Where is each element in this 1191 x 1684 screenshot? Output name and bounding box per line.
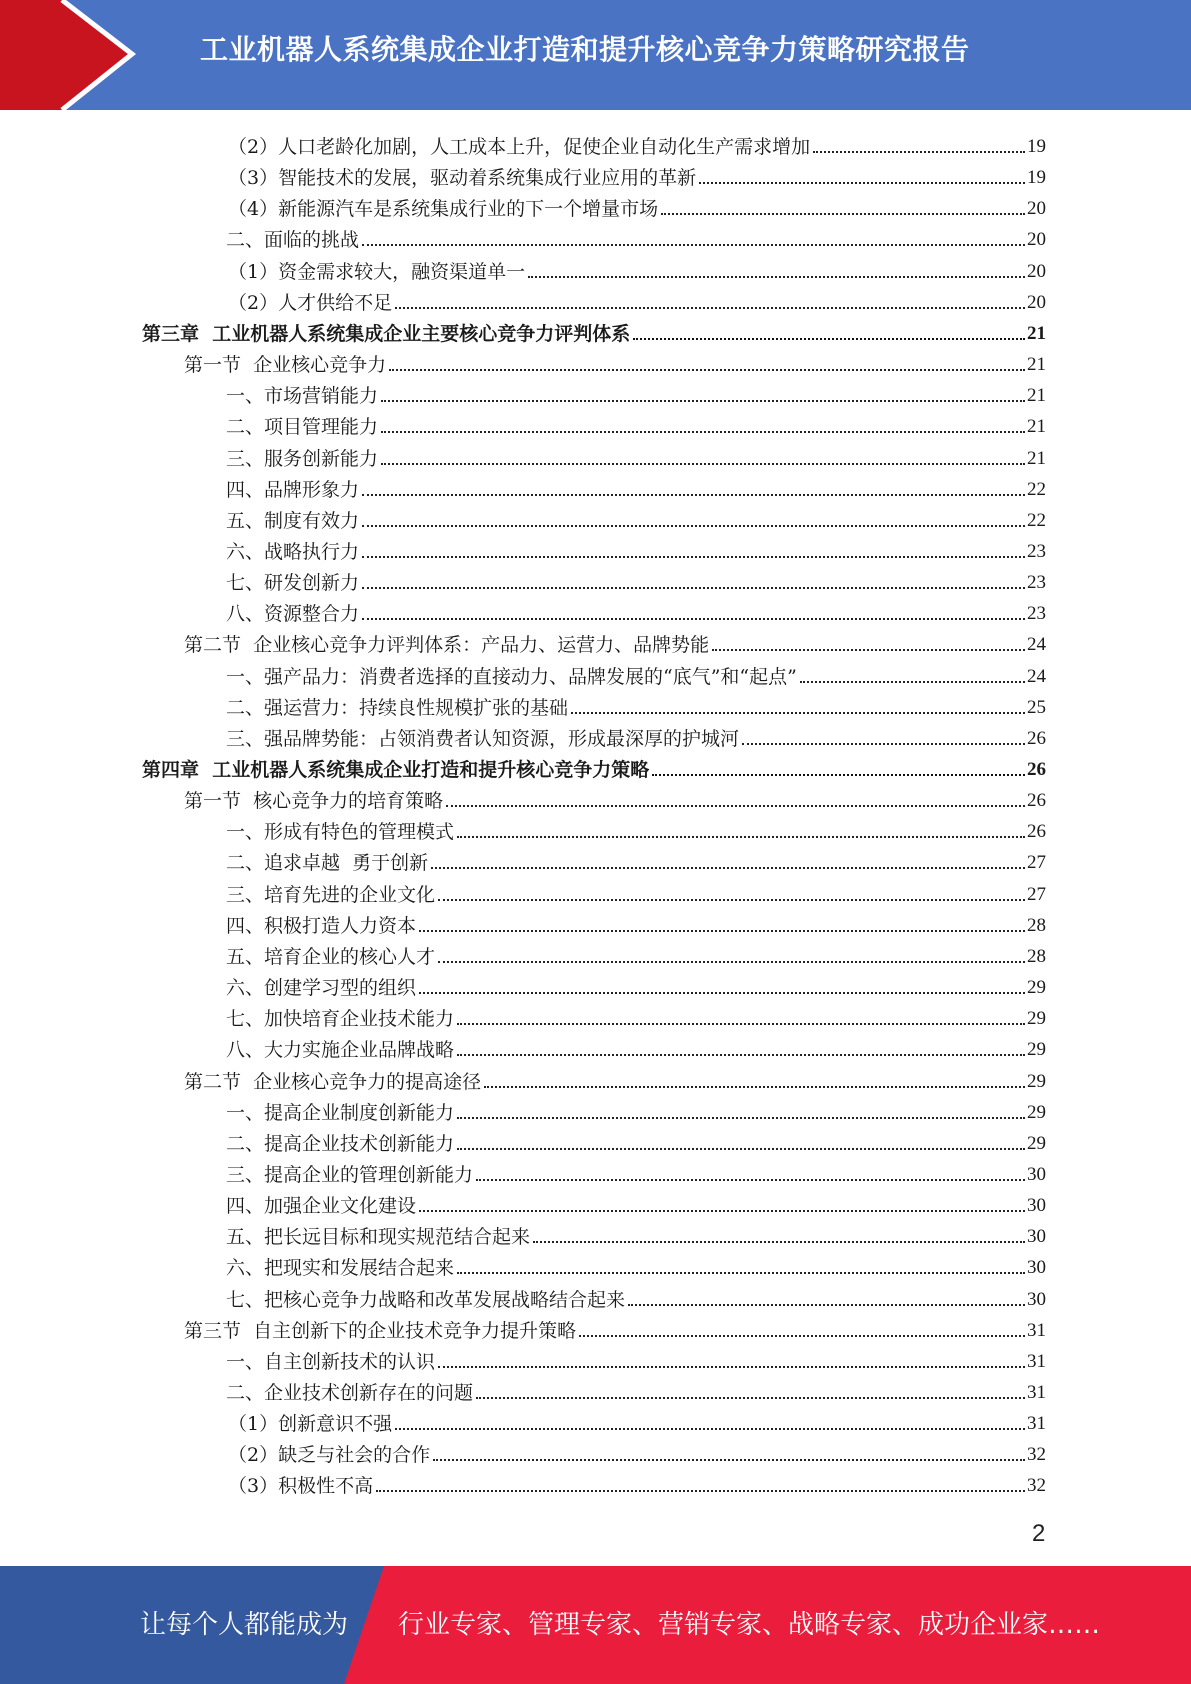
toc-leader-dots	[419, 1210, 1025, 1212]
toc-entry-page: 30	[1027, 1288, 1046, 1310]
toc-entry-page: 25	[1027, 696, 1046, 718]
toc-leader-dots	[457, 1117, 1025, 1119]
toc-entry[interactable]	[226, 813, 1046, 844]
toc-entry[interactable]	[226, 844, 1046, 875]
toc-entry-label: （2）人口老龄化加剧，人工成本上升，促使企业自动化生产需求增加	[228, 136, 811, 158]
toc-leader-dots	[633, 338, 1025, 340]
toc-entry-label: 一、自主创新技术的认识	[226, 1350, 436, 1373]
toc-entry-page: 32	[1027, 1475, 1046, 1497]
toc-entry[interactable]	[226, 1094, 1046, 1125]
toc-chapter-entry[interactable]	[142, 751, 1046, 782]
toc-entry-label: 一、市场营销能力	[226, 385, 379, 408]
toc-entry-label: （1）资金需求较大，融资渠道单一	[228, 260, 526, 283]
toc-entry-page: 23	[1027, 603, 1046, 625]
toc-entry[interactable]	[226, 1218, 1046, 1249]
toc-leader-dots	[579, 1335, 1025, 1337]
toc-entry[interactable]	[226, 689, 1046, 720]
toc-leader-dots	[362, 244, 1025, 246]
toc-entry[interactable]	[226, 1156, 1046, 1187]
toc-entry-label: 八、大力实施企业品牌战略	[226, 1039, 455, 1062]
toc-entry-page: 29	[1027, 1070, 1046, 1092]
toc-entry-page: 23	[1027, 540, 1046, 562]
toc-entry[interactable]	[226, 969, 1046, 1000]
toc-leader-dots	[438, 899, 1025, 901]
toc-leader-dots	[419, 992, 1025, 994]
toc-leader-dots	[362, 494, 1025, 496]
toc-entry-label: （3）积极性不高	[228, 1475, 374, 1498]
toc-entry[interactable]	[228, 1467, 1046, 1498]
toc-leader-dots	[457, 1023, 1025, 1025]
toc-entry-label: 七、把核心竞争力战略和改革发展战略结合起来	[226, 1288, 626, 1311]
toc-entry-label: 五、把长远目标和现实规范结合起来	[226, 1226, 531, 1249]
toc-entry[interactable]	[226, 1187, 1046, 1218]
toc-leader-dots	[652, 774, 1025, 776]
header-arrow-decoration	[0, 0, 200, 110]
toc-leader-dots	[628, 1304, 1025, 1306]
toc-entry[interactable]	[226, 502, 1046, 533]
toc-entry-label: 第三节 自主创新下的企业技术竞争力提升策略	[184, 1319, 577, 1342]
toc-entry-page: 20	[1027, 229, 1046, 251]
toc-entry-page: 29	[1027, 1101, 1046, 1123]
toc-leader-dots	[476, 1397, 1025, 1399]
toc-entry-label: 四、品牌形象力	[226, 478, 360, 501]
toc-entry-page: 30	[1027, 1257, 1046, 1279]
toc-entry-page: 23	[1027, 572, 1046, 594]
toc-entry-page: 20	[1027, 198, 1046, 220]
toc-leader-dots	[571, 712, 1025, 714]
toc-entry[interactable]	[226, 1281, 1046, 1312]
toc-entry[interactable]	[226, 938, 1046, 969]
toc-entry-label: 四、加强企业文化建设	[226, 1195, 417, 1218]
toc-entry-label: 二、企业技术创新存在的问题	[226, 1382, 474, 1404]
toc-entry-page: 31	[1027, 1382, 1046, 1403]
toc-leader-dots	[484, 1086, 1025, 1088]
toc-entry[interactable]	[226, 471, 1046, 502]
toc-leader-dots	[800, 681, 1025, 683]
report-header	[0, 0, 1191, 110]
toc-leader-dots	[419, 930, 1025, 932]
toc-entry-page: 26	[1027, 727, 1046, 749]
toc-leader-dots	[438, 961, 1025, 963]
toc-entry[interactable]	[228, 1405, 1046, 1436]
toc-leader-dots	[813, 151, 1025, 153]
page-number: 2	[1032, 1520, 1046, 1547]
footer-slogan-right: 行业专家、管理专家、营销专家、战略专家、成功企业家……	[398, 1610, 1101, 1640]
toc-entry[interactable]	[228, 159, 1046, 190]
toc-entry-page: 31	[1027, 1413, 1046, 1435]
toc-leader-dots	[742, 743, 1025, 745]
toc-chapter-entry[interactable]	[142, 315, 1046, 346]
toc-entry-label: 六、把现实和发展结合起来	[226, 1257, 455, 1280]
toc-entry-page: 21	[1027, 416, 1046, 438]
toc-leader-dots	[712, 649, 1025, 651]
toc-entry[interactable]	[226, 1374, 1046, 1405]
toc-entry-label: （2）人才供给不足	[228, 291, 393, 314]
toc-entry[interactable]	[226, 658, 1046, 689]
toc-entry-page: 21	[1027, 385, 1046, 407]
toc-entry-page: 30	[1027, 1226, 1046, 1248]
toc-leader-dots	[457, 1054, 1025, 1056]
toc-entry-label: 八、资源整合力	[226, 603, 360, 626]
toc-entry-label: 三、提高企业的管理创新能力	[226, 1163, 474, 1186]
toc-entry-page: 28	[1027, 914, 1046, 936]
report-title: 工业机器人系统集成企业打造和提升核心竞争力策略研究报告	[200, 33, 970, 66]
toc-entry[interactable]	[228, 253, 1046, 284]
toc-entry-page: 26	[1027, 790, 1046, 812]
toc-leader-dots	[457, 1272, 1025, 1274]
toc-entry-page: 27	[1027, 852, 1046, 874]
toc-entry[interactable]	[226, 564, 1046, 595]
toc-section-entry[interactable]	[184, 1312, 1046, 1343]
toc-entry-page: 20	[1027, 291, 1046, 313]
toc-entry-page: 29	[1027, 977, 1046, 999]
toc-entry[interactable]	[226, 595, 1046, 626]
toc-entry-page: 26	[1027, 821, 1046, 843]
toc-leader-dots	[381, 400, 1025, 402]
toc-entry-label: 六、战略执行力	[226, 540, 360, 563]
toc-entry-label: （4）新能源汽车是系统集成行业的下一个增量市场	[228, 198, 659, 221]
toc-leader-dots	[433, 1459, 1025, 1461]
toc-section-entry[interactable]	[184, 1063, 1046, 1094]
toc-entry-page: 20	[1027, 260, 1046, 282]
toc-entry-page: 24	[1027, 634, 1046, 656]
toc-leader-dots	[457, 1148, 1025, 1150]
toc-entry-label: 五、培育企业的核心人才	[226, 945, 436, 968]
toc-leader-dots	[395, 307, 1025, 309]
toc-leader-dots	[362, 556, 1025, 558]
toc-entry-page: 21	[1027, 354, 1046, 376]
toc-entry-page: 26	[1027, 759, 1046, 780]
toc-leader-dots	[438, 1366, 1025, 1368]
toc-leader-dots	[362, 525, 1025, 527]
toc-entry[interactable]	[226, 1249, 1046, 1280]
toc-entry-label: 一、强产品力：消费者选择的直接动力、品牌发展的“底气”和“起点”	[226, 665, 797, 688]
toc-entry-label: （2）缺乏与社会的合作	[228, 1444, 431, 1467]
toc-entry[interactable]	[226, 377, 1046, 408]
toc-entry-label: 三、培育先进的企业文化	[226, 883, 436, 906]
toc-entry-label: （3）智能技术的发展，驱动着系统集成行业应用的革新	[228, 167, 697, 190]
toc-leader-dots	[661, 213, 1025, 215]
toc-entry[interactable]	[228, 1436, 1046, 1467]
toc-entry[interactable]	[226, 1031, 1046, 1062]
toc-section-entry[interactable]	[184, 346, 1046, 377]
toc-entry-label: 五、制度有效力	[226, 509, 360, 532]
toc-entry[interactable]	[228, 128, 1046, 159]
toc-leader-dots	[533, 1241, 1025, 1243]
toc-leader-dots	[476, 1179, 1025, 1181]
toc-leader-dots	[699, 182, 1025, 184]
toc-entry[interactable]	[226, 221, 1046, 252]
toc-entry-page: 21	[1027, 322, 1046, 344]
toc-section-entry[interactable]	[184, 782, 1046, 813]
toc-entry-page: 29	[1027, 1132, 1046, 1154]
toc-entry-label: 第三章 工业机器人系统集成企业主要核心竞争力评判体系	[142, 322, 631, 345]
toc-entry-label: 七、加快培育企业技术能力	[226, 1008, 455, 1031]
toc-entry-label: 一、提高企业制度创新能力	[226, 1101, 455, 1124]
toc-entry-label: 六、创建学习型的组织	[226, 977, 417, 1000]
toc-entry-page: 30	[1027, 1195, 1046, 1217]
toc-entry-page: 21	[1027, 447, 1046, 469]
toc-entry-page: 19	[1027, 136, 1046, 157]
toc-entry-label: 二、提高企业技术创新能力	[226, 1132, 455, 1155]
toc-entry[interactable]	[226, 1000, 1046, 1031]
toc-entry-label: （1）创新意识不强	[228, 1413, 393, 1436]
toc-entry[interactable]	[226, 440, 1046, 471]
toc-entry-page: 24	[1027, 665, 1046, 687]
toc-entry-label: 二、追求卓越 勇于创新	[226, 852, 429, 875]
toc-entry[interactable]	[226, 408, 1046, 439]
toc-leader-dots	[446, 805, 1025, 807]
toc-leader-dots	[362, 618, 1025, 620]
toc-leader-dots	[381, 463, 1025, 465]
toc-leader-dots	[389, 369, 1025, 371]
toc-entry-page: 30	[1027, 1163, 1046, 1185]
toc-leader-dots	[457, 836, 1025, 838]
toc-entry[interactable]	[226, 876, 1046, 907]
toc-entry[interactable]	[226, 720, 1046, 751]
toc-entry[interactable]	[228, 190, 1046, 221]
toc-leader-dots	[362, 587, 1025, 589]
toc-entry-page: 31	[1027, 1350, 1046, 1372]
toc-entry-label: 第一节 核心竞争力的培育策略	[184, 790, 444, 813]
toc-entry-page: 29	[1027, 1008, 1046, 1030]
toc-leader-dots	[381, 431, 1025, 433]
toc-entry-page: 22	[1027, 478, 1046, 500]
toc-entry-label: 三、服务创新能力	[226, 447, 379, 470]
toc-entry-label: 四、积极打造人力资本	[226, 914, 417, 937]
toc-entry-label: 一、形成有特色的管理模式	[226, 821, 455, 844]
toc-entry-page: 32	[1027, 1444, 1046, 1466]
toc-entry[interactable]	[226, 533, 1046, 564]
toc-entry-label: 三、强品牌势能：占领消费者认知资源，形成最深厚的护城河	[226, 727, 740, 750]
toc-entry-page: 27	[1027, 883, 1046, 905]
toc-leader-dots	[431, 867, 1025, 869]
toc-entry[interactable]	[226, 1125, 1046, 1156]
toc-leader-dots	[528, 276, 1025, 278]
footer-banner	[0, 1566, 1191, 1684]
toc-entry[interactable]	[226, 1343, 1046, 1374]
toc-entry-label: 第二节 企业核心竞争力评判体系：产品力、运营力、品牌势能	[184, 634, 710, 657]
toc-entry-page: 28	[1027, 945, 1046, 967]
toc-entry-label: 二、项目管理能力	[226, 416, 379, 439]
toc-entry-label: 第二节 企业核心竞争力的提高途径	[184, 1070, 482, 1093]
toc-entry[interactable]	[226, 907, 1046, 938]
toc-leader-dots	[376, 1490, 1025, 1492]
toc-entry-label: 七、研发创新力	[226, 572, 360, 595]
toc-entry-label: 二、面临的挑战	[226, 229, 360, 252]
toc-entry-page: 31	[1027, 1319, 1046, 1341]
toc-entry[interactable]	[228, 284, 1046, 315]
toc-section-entry[interactable]	[184, 626, 1046, 657]
toc-entry-label: 二、强运营力：持续良性规模扩张的基础	[226, 696, 569, 719]
toc-entry-page: 22	[1027, 509, 1046, 531]
toc-entry-page: 29	[1027, 1039, 1046, 1061]
footer-slogan-left: 让每个人都能成为	[140, 1610, 349, 1640]
toc-entry-label: 第四章 工业机器人系统集成企业打造和提升核心竞争力策略	[142, 759, 650, 781]
toc-leader-dots	[395, 1428, 1025, 1430]
toc-entry-label: 第一节 企业核心竞争力	[184, 354, 387, 377]
toc-entry-page: 19	[1027, 167, 1046, 189]
